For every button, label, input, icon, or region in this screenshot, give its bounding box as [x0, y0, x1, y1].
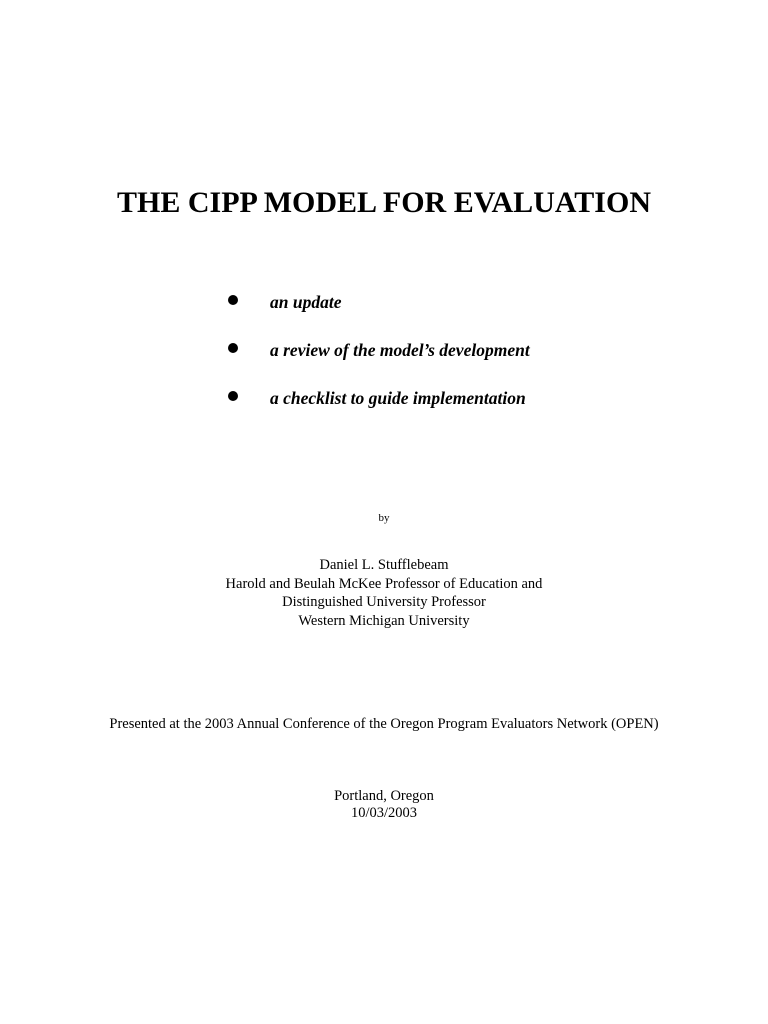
bullet-icon	[228, 290, 242, 314]
list-item	[224, 290, 724, 338]
location-block	[0, 788, 768, 822]
bullet-icon	[228, 386, 242, 410]
document-title: THE CIPP MODEL FOR EVALUATION	[117, 186, 651, 219]
presented-note: Presented at the 2003 Annual Conference of the Oregon Program Evaluators Network (OPEN)	[109, 716, 659, 732]
bullet-icon	[228, 338, 242, 362]
bullet-text: an update	[270, 292, 342, 312]
bullet-list	[224, 290, 724, 434]
bullet-text: a checklist to guide implementation	[270, 388, 526, 408]
author-title-line2: Distinguished University Professor	[282, 594, 486, 610]
author-block	[0, 556, 768, 630]
location: Portland, Oregon	[334, 788, 434, 804]
author-institution: Western Michigan University	[298, 612, 470, 629]
bullet-text: a review of the model’s development	[270, 340, 530, 360]
by-label: by	[378, 512, 390, 524]
list-item	[224, 338, 724, 386]
author-name: Daniel L. Stufflebeam	[319, 557, 449, 573]
date: 10/03/2003	[350, 805, 418, 821]
author-title-line1: Harold and Beulah McKee Professor of Education and	[225, 575, 543, 592]
list-item	[224, 386, 724, 434]
